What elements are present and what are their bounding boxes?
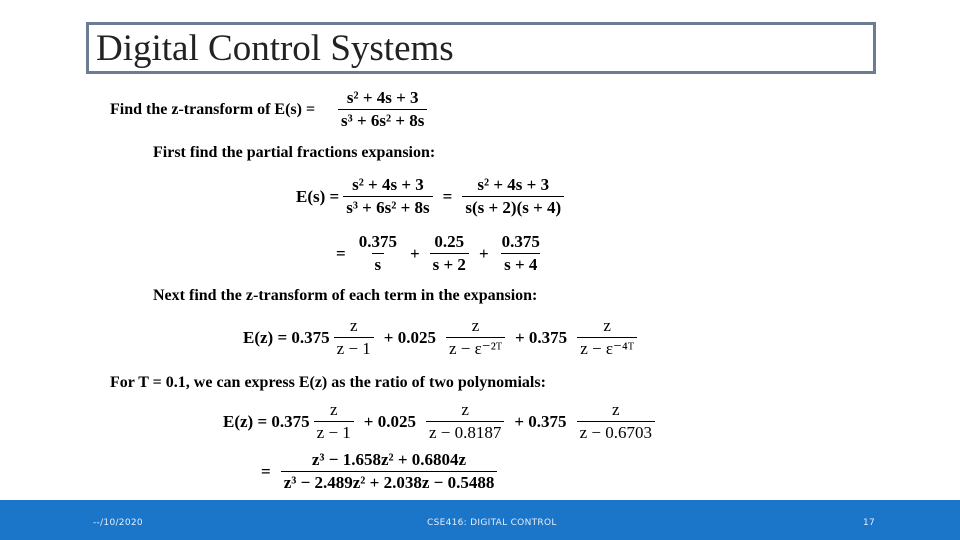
eq4-num3: z [603,316,611,335]
eq3-num1: 0.375 [358,232,397,251]
eq6-denominator: z³ − 2.489z² + 2.038z − 0.5488 [281,471,498,493]
partial-fraction-text: First find the partial fractions expansion: [153,144,436,161]
eq5-num2: z [461,400,469,419]
title-box [86,22,876,74]
eq2-den1: s³ + 6s² + 8s [343,196,432,218]
eq3 [330,232,547,275]
eq5-den1: z − 1 [314,421,354,443]
eq5-fraction-3 [577,400,655,443]
eq3-fraction-2 [430,232,469,275]
eq3-fraction-1 [356,232,400,275]
eq3-den2: s + 2 [430,253,469,275]
eq4-den3: z − ε⁻⁴ᵀ [577,337,637,359]
eq4-fraction-1 [334,316,374,359]
eq2-lhs: E(s) = [296,186,340,206]
footer-bar [0,500,960,540]
eq3-den3: s + 4 [501,253,540,275]
eq1 [334,88,431,131]
slide-title: Digital Control Systems [96,28,454,69]
eq3-num3: 0.375 [501,232,540,251]
eq4-term-2: + 0.025 [383,327,436,347]
eq5-fraction-1 [314,400,354,443]
eq5-num1: z [329,400,338,419]
eq6 [255,450,501,493]
eq4-num2: z [471,316,480,335]
eq4-fraction-2 [446,316,505,359]
footer-date: --/10/2020 [93,518,143,528]
footer-course: CSE416: DIGITAL CONTROL [427,518,557,528]
eq4-den2: z − ε⁻²ᵀ [446,337,505,359]
footer-page-number: 17 [863,518,876,528]
eq4-num1: z [349,316,358,335]
eq4-term-3: + 0.375 [515,327,568,347]
eq3-fraction-3 [499,232,543,275]
eq4-lhs: E(z) = 0.375 [243,327,330,347]
eq2-den2: s(s + 2)(s + 4) [462,196,564,218]
eq4 [243,316,641,359]
eq5-lhs: E(z) = 0.375 [223,411,310,431]
eq2-fraction-2 [462,175,564,218]
eq5-num3: z [611,400,620,419]
eq6-equals: = [261,461,271,481]
eq2-num1: s² + 4s + 3 [352,175,424,194]
eq3-plus-2: + [478,243,489,263]
eq2-equals: = [442,186,453,206]
intro-text: Find the z-transform of E(s) = [110,101,316,118]
eq3-plus-1: + [409,243,420,263]
eq5-den2: z − 0.8187 [426,421,504,443]
eq5 [223,400,659,443]
eq2-num2: s² + 4s + 3 [477,175,550,194]
eq1-numerator: s² + 4s + 3 [346,88,419,107]
eq5-term-2: + 0.025 [363,411,416,431]
eq5-term-3: + 0.375 [514,411,567,431]
for-t-text: For T = 0.1, we can express E(z) as the ratio of two polynomials: [110,374,546,391]
eq5-fraction-2 [426,400,504,443]
eq2 [296,175,568,218]
next-step-text: Next find the z-transform of each term in the expansion: [153,287,538,304]
eq4-den1: z − 1 [334,337,374,359]
eq1-fraction [338,88,427,131]
eq1-denominator: s³ + 6s² + 8s [338,109,427,131]
eq6-numerator: z³ − 1.658z² + 0.6804z [311,450,467,469]
eq2-fraction-1 [343,175,432,218]
eq3-equals: = [336,243,346,263]
eq6-fraction [281,450,498,493]
eq3-den1: s [372,253,385,275]
eq5-den3: z − 0.6703 [577,421,655,443]
eq4-fraction-3 [577,316,637,359]
eq3-num2: 0.25 [434,232,465,251]
